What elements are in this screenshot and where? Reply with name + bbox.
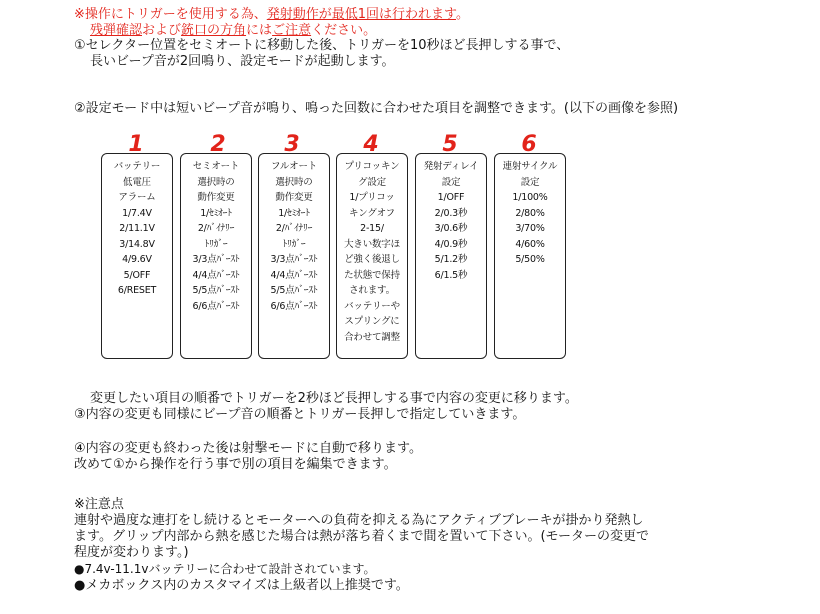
warning-fire-note: 発射動作が最低1回は行われます bbox=[266, 7, 456, 22]
cell: ど強く後退し bbox=[344, 254, 400, 265]
cell: 4/0.9秒 bbox=[434, 238, 468, 250]
cell: ﾄﾘｶﾞｰ bbox=[204, 238, 228, 250]
cell: 低電圧 bbox=[123, 176, 151, 188]
warning-period: 。 bbox=[456, 7, 470, 22]
cell: プリコッキン bbox=[344, 161, 400, 172]
step4-line-2: 改めて①から操作を行う事で別の項目を編集できます。 bbox=[74, 457, 397, 472]
cell: 1/7.4V bbox=[122, 207, 152, 219]
cell: 大きい数字ほ bbox=[344, 238, 400, 250]
step4-line-1: ④内容の変更も終わった後は射撃モードに自動で移ります。 bbox=[74, 441, 422, 456]
cell: 5/5点ﾊﾞｰｽﾄ bbox=[270, 285, 318, 296]
cell: 3/3点ﾊﾞｰｽﾄ bbox=[270, 254, 318, 265]
cell: バッテリー bbox=[113, 161, 161, 172]
cell: スプリングに bbox=[344, 316, 400, 327]
cell: 選択時の bbox=[275, 176, 313, 188]
step1-line-1: ①セレクター位置をセミオートに移動した後、トリガーを10秒ほど長押しする事で、 bbox=[74, 38, 570, 53]
cell: 6/6点ﾊﾞｰｽﾄ bbox=[270, 300, 318, 312]
cell: 3/0.6秒 bbox=[434, 223, 468, 234]
cell: 3/70% bbox=[515, 223, 545, 234]
cell: セミオート bbox=[192, 161, 240, 172]
cell: 1/ｾﾐｵｰﾄ bbox=[200, 207, 232, 219]
cell: 1/100% bbox=[512, 192, 548, 203]
cell: 合わせて調整 bbox=[344, 331, 400, 343]
cell: 連射サイクル bbox=[502, 161, 558, 172]
cell: 1/ｾﾐｵｰﾄ bbox=[278, 207, 310, 219]
cell: 2/11.1V bbox=[119, 223, 155, 234]
cell: た状態で保持 bbox=[344, 269, 400, 281]
column-4-precocking bbox=[336, 153, 408, 359]
cell: 5/1.2秒 bbox=[434, 254, 468, 265]
notes-line-1: 連射や過度な連打をし続けるとモーターへの負荷を抑える為にアクティブブレーキが掛かり発熱し bbox=[74, 513, 644, 528]
warning-line-1 bbox=[74, 7, 469, 23]
column-6-number: 6 bbox=[521, 132, 537, 157]
notes-line-4: ●7.4v-11.1vバッテリーに合わせて設計されています。 bbox=[74, 562, 376, 576]
cell: 2/ﾊﾞｲﾅﾘｰ bbox=[197, 223, 235, 234]
cell: 4/9.6V bbox=[122, 254, 152, 265]
cell: されます。 bbox=[349, 285, 395, 296]
cell: 1/OFF bbox=[437, 192, 465, 203]
warning-line-2 bbox=[90, 23, 376, 39]
cell: 4/60% bbox=[515, 238, 545, 250]
cell: バッテリーや bbox=[344, 300, 400, 312]
cell: キングオフ bbox=[349, 207, 395, 219]
cell: 動作変更 bbox=[197, 192, 235, 203]
cell: アラーム bbox=[118, 192, 156, 203]
step1-line-2: 長いビープ音が2回鳴り、設定モードが起動します。 bbox=[90, 54, 395, 69]
change-line-1: 変更したい項目の順番でトリガーを2秒ほど長押しする事で内容の変更に移ります。 bbox=[90, 391, 578, 406]
column-6-rate-of-fire bbox=[494, 153, 566, 359]
cell: 発射ディレイ bbox=[423, 161, 479, 172]
cell: 4/4点ﾊﾞｰｽﾄ bbox=[270, 269, 318, 281]
cell: ﾄﾘｶﾞｰ bbox=[282, 238, 306, 250]
cell: 3/3点ﾊﾞｰｽﾄ bbox=[192, 254, 240, 265]
warning-text: ※操作にトリガーを使用する為、 bbox=[74, 7, 267, 22]
notes-line-5: ●メカボックス内のカスタマイズは上級者以上推奨です。 bbox=[74, 578, 409, 593]
cell: 5/OFF bbox=[123, 269, 151, 281]
and-text: および bbox=[142, 23, 182, 38]
cell: 3/14.8V bbox=[119, 238, 155, 250]
particle-text: には bbox=[246, 23, 273, 38]
cell: 5/50% bbox=[515, 254, 545, 265]
notes-line-3: 程度が変わります。) bbox=[74, 545, 189, 560]
step2-line-1: ②設定モード中は短いビープ音が鳴り、鳴った回数に合わせた項目を調整できます。(以下の画像を参照) bbox=[74, 101, 679, 116]
cell: 設定 bbox=[520, 176, 540, 188]
column-3-number: 3 bbox=[284, 132, 300, 157]
column-3-full-auto bbox=[258, 153, 330, 359]
column-1-battery-alarm bbox=[101, 153, 173, 359]
cell: 6/1.5秒 bbox=[434, 269, 468, 281]
cell: 4/4点ﾊﾞｰｽﾄ bbox=[192, 269, 240, 281]
cell: 動作変更 bbox=[275, 192, 313, 203]
muzzle-direction-text: 銃口の方角 bbox=[181, 23, 247, 38]
change-line-2: ③内容の変更も同様にビープ音の順番とトリガー長押しで指定していきます。 bbox=[74, 407, 526, 422]
please-text: ください。 bbox=[311, 23, 377, 38]
cell: 2/80% bbox=[515, 207, 545, 219]
cell: グ設定 bbox=[358, 176, 386, 188]
notes-line-2: ます。グリップ内部から熱を感じた場合は熱が落ち着くまで間を置いて下さい。(モーターの変更で bbox=[74, 529, 649, 544]
cell: 6/RESET bbox=[117, 285, 157, 296]
column-2-number: 2 bbox=[210, 132, 226, 157]
ammo-check-text: 残弾確認 bbox=[90, 23, 143, 38]
cell: 6/6点ﾊﾞｰｽﾄ bbox=[192, 300, 240, 312]
cell: 2-15/ bbox=[360, 223, 384, 234]
cell: 2/ﾊﾞｲﾅﾘｰ bbox=[275, 223, 313, 234]
cell: 1/プリコッ bbox=[349, 192, 395, 203]
cell: 選択時の bbox=[197, 176, 235, 188]
cell: 2/0.3秒 bbox=[434, 207, 468, 219]
cell: 5/5点ﾊﾞｰｽﾄ bbox=[192, 285, 240, 296]
notes-heading: ※注意点 bbox=[74, 497, 124, 512]
column-4-number: 4 bbox=[363, 132, 379, 157]
caution-text: ご注意 bbox=[272, 23, 312, 38]
cell: 設定 bbox=[441, 176, 461, 188]
column-5-fire-delay bbox=[415, 153, 487, 359]
column-5-number: 5 bbox=[442, 132, 458, 157]
column-1-number: 1 bbox=[128, 132, 144, 157]
column-2-semi-auto bbox=[180, 153, 252, 359]
cell: フルオート bbox=[270, 161, 318, 172]
